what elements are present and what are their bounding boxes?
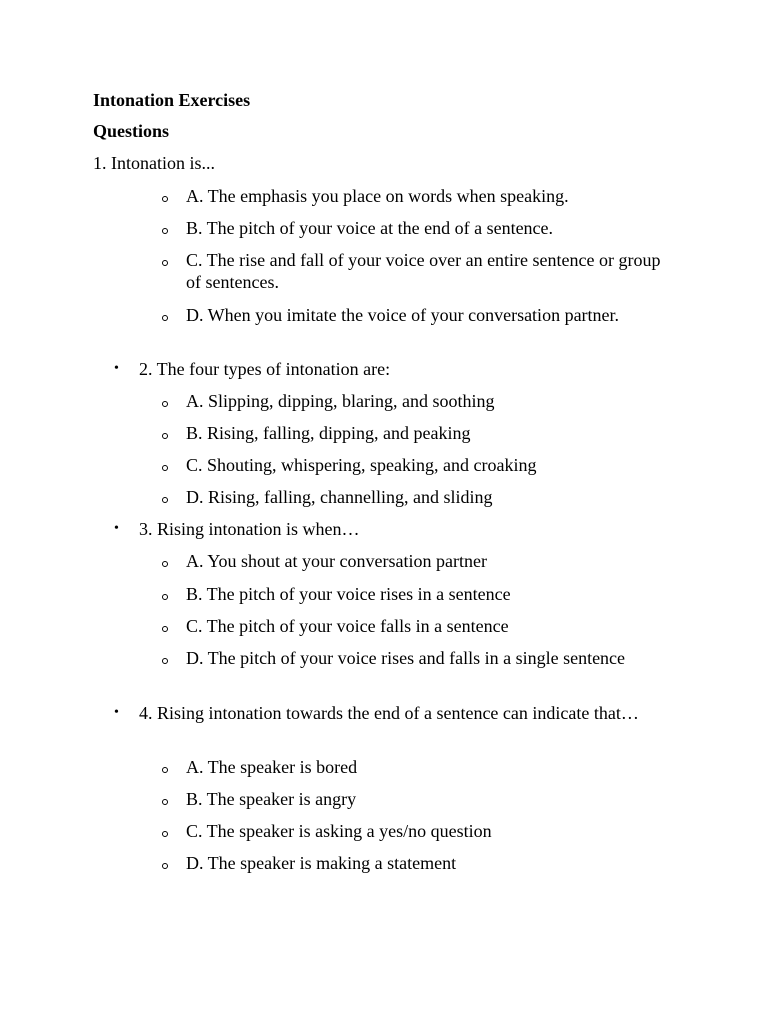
option-text: D. The speaker is making a statement (186, 853, 457, 873)
hollow-circle-bullet-icon (160, 789, 170, 811)
hollow-circle-bullet-icon (160, 821, 170, 843)
hollow-circle-bullet-icon (160, 487, 170, 509)
hollow-circle-bullet-icon (160, 218, 170, 240)
hollow-circle-bullet-icon (160, 853, 170, 875)
hollow-circle-bullet-icon (160, 250, 170, 272)
bullet-icon: • (114, 705, 119, 720)
document-title: Intonation Exercises (93, 90, 251, 110)
option-text: C. The rise and fall of your voice over an entire sentence or group of sentences. (186, 250, 661, 292)
hollow-circle-bullet-icon (160, 186, 170, 208)
hollow-circle-bullet-icon (160, 455, 170, 477)
option-text: C. The pitch of your voice falls in a sentence (186, 616, 509, 636)
option-text: B. The pitch of your voice at the end of a sentence. (186, 218, 554, 238)
option-text: A. The speaker is bored (186, 757, 358, 777)
question-1-text: 1. Intonation is... (93, 153, 215, 173)
option-text: A. You shout at your conversation partner (186, 551, 487, 571)
hollow-circle-bullet-icon (160, 551, 170, 573)
hollow-circle-bullet-icon (160, 757, 170, 779)
hollow-circle-bullet-icon (160, 423, 170, 445)
hollow-circle-bullet-icon (160, 391, 170, 413)
option-text: D. Rising, falling, channelling, and sliding (186, 487, 493, 507)
document-subtitle: Questions (93, 121, 170, 141)
question-3-text: 3. Rising intonation is when… (139, 519, 360, 539)
hollow-circle-bullet-icon (160, 616, 170, 638)
bullet-icon: • (114, 521, 119, 536)
option-text: B. The pitch of your voice rises in a sentence (186, 584, 511, 604)
bullet-icon: • (114, 361, 119, 376)
hollow-circle-bullet-icon (160, 648, 170, 670)
option-text: D. When you imitate the voice of your conversation partner. (186, 305, 620, 325)
option-text: B. The speaker is angry (186, 789, 357, 809)
option-text: B. Rising, falling, dipping, and peaking (186, 423, 471, 443)
hollow-circle-bullet-icon (160, 584, 170, 606)
question-4-text: 4. Rising intonation towards the end of a sentence can indicate that… (139, 703, 639, 723)
option-text: A. Slipping, dipping, blaring, and soothing (186, 391, 495, 411)
hollow-circle-bullet-icon (160, 305, 170, 327)
option-text: C. The speaker is asking a yes/no question (186, 821, 492, 841)
question-2-text: 2. The four types of intonation are: (139, 359, 391, 379)
option-text: A. The emphasis you place on words when speaking. (186, 186, 569, 206)
option-text: D. The pitch of your voice rises and falls in a single sentence (186, 648, 626, 668)
option-text: C. Shouting, whispering, speaking, and croaking (186, 455, 537, 475)
